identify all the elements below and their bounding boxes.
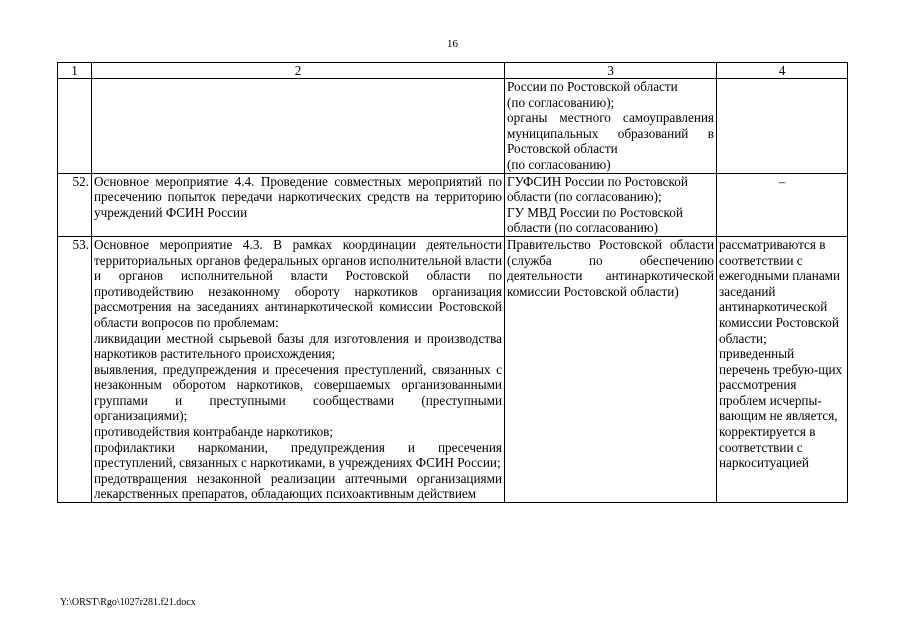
note-cell: [717, 236, 848, 502]
measure-text: Основное мероприятие 4.4. Проведение совместных мероприятий по пресечению попыток передачи наркотических средств на территорию учреждений ФСИН России: [94, 173, 502, 220]
note-cell: [717, 79, 848, 174]
executor-text: ГУ МВД России по Ростовской области (по согласованию): [507, 204, 683, 236]
table-header-row: [58, 63, 848, 79]
note-text: –: [778, 173, 786, 189]
measure-cell: [92, 79, 505, 174]
column-header-1: 1: [58, 63, 92, 79]
measure-text: предотвращения незаконной реализации аптечными организациями лекарственных препаратов, обладающих психоактивным действием: [94, 470, 502, 502]
executor-text: ГУФСИН России по Ростовской области (по согласованию);: [507, 173, 688, 205]
file-path-footer: Y:\ORST\Rgo\1027r281.f21.docx: [60, 597, 196, 608]
table-row: [58, 79, 848, 174]
measure-cell: [92, 173, 505, 236]
measure-cell: [92, 236, 505, 502]
executor-cell: [505, 79, 717, 174]
measure-text: выявления, предупреждения и пресечения преступлений, связанных с незаконным оборотом наркотиков, совершаемых организованными группами и преступными сообществами (преступными организациями);: [94, 361, 502, 424]
row-number: 53.: [58, 236, 92, 502]
document-table: [57, 62, 848, 503]
measure-text: Основное мероприятие 4.3. В рамках координации деятельности территориальных органов федеральных органов исполнительной власти и органов исполнительной власти Ростовской области по противодействию незаконному обороту наркотиков организация рассмотрения на заседаниях антинаркотической комиссии Ростовской области вопросов по проблемам:: [94, 236, 502, 330]
row-number: 52.: [58, 173, 92, 236]
executor-text: органы местного самоуправления муниципальных образований в Ростовской области: [507, 110, 714, 157]
executor-cell: [505, 236, 717, 502]
measure-text: противодействия контрабанде наркотиков;: [94, 424, 334, 440]
table-row: [58, 173, 848, 236]
column-header-3: 3: [505, 63, 717, 79]
executor-text: (по согласованию): [507, 156, 611, 172]
measure-text: ликвидации местной сырьевой базы для изготовления и производства наркотиков растительного происхождения;: [94, 330, 502, 362]
column-header-4: 4: [717, 63, 848, 79]
row-number: [58, 79, 92, 174]
measure-text: профилактики наркомании, предупреждения и пресечения преступлений, связанных с наркотиками, в учреждениях ФСИН России;: [94, 439, 502, 471]
executor-cell: [505, 173, 717, 236]
column-header-2: 2: [92, 63, 505, 79]
note-text: рассматриваются в соответствии с ежегодными планами заседаний антинаркотической комиссии Ростовской области; приведенный перечень требую-щих рассмотрения проблем исчерпы-вающим не является, корректируется в соответствии с наркоситуацией: [719, 236, 843, 471]
executor-text: (по согласованию);: [507, 94, 615, 110]
executor-text: России по Ростовской области: [507, 79, 678, 94]
note-cell: [717, 173, 848, 236]
table-row: [58, 236, 848, 502]
page-number: 16: [447, 38, 458, 50]
executor-text: Правительство Ростовской области (служба по обеспечению деятельности антинаркотической комиссии Ростовской области): [507, 236, 714, 299]
